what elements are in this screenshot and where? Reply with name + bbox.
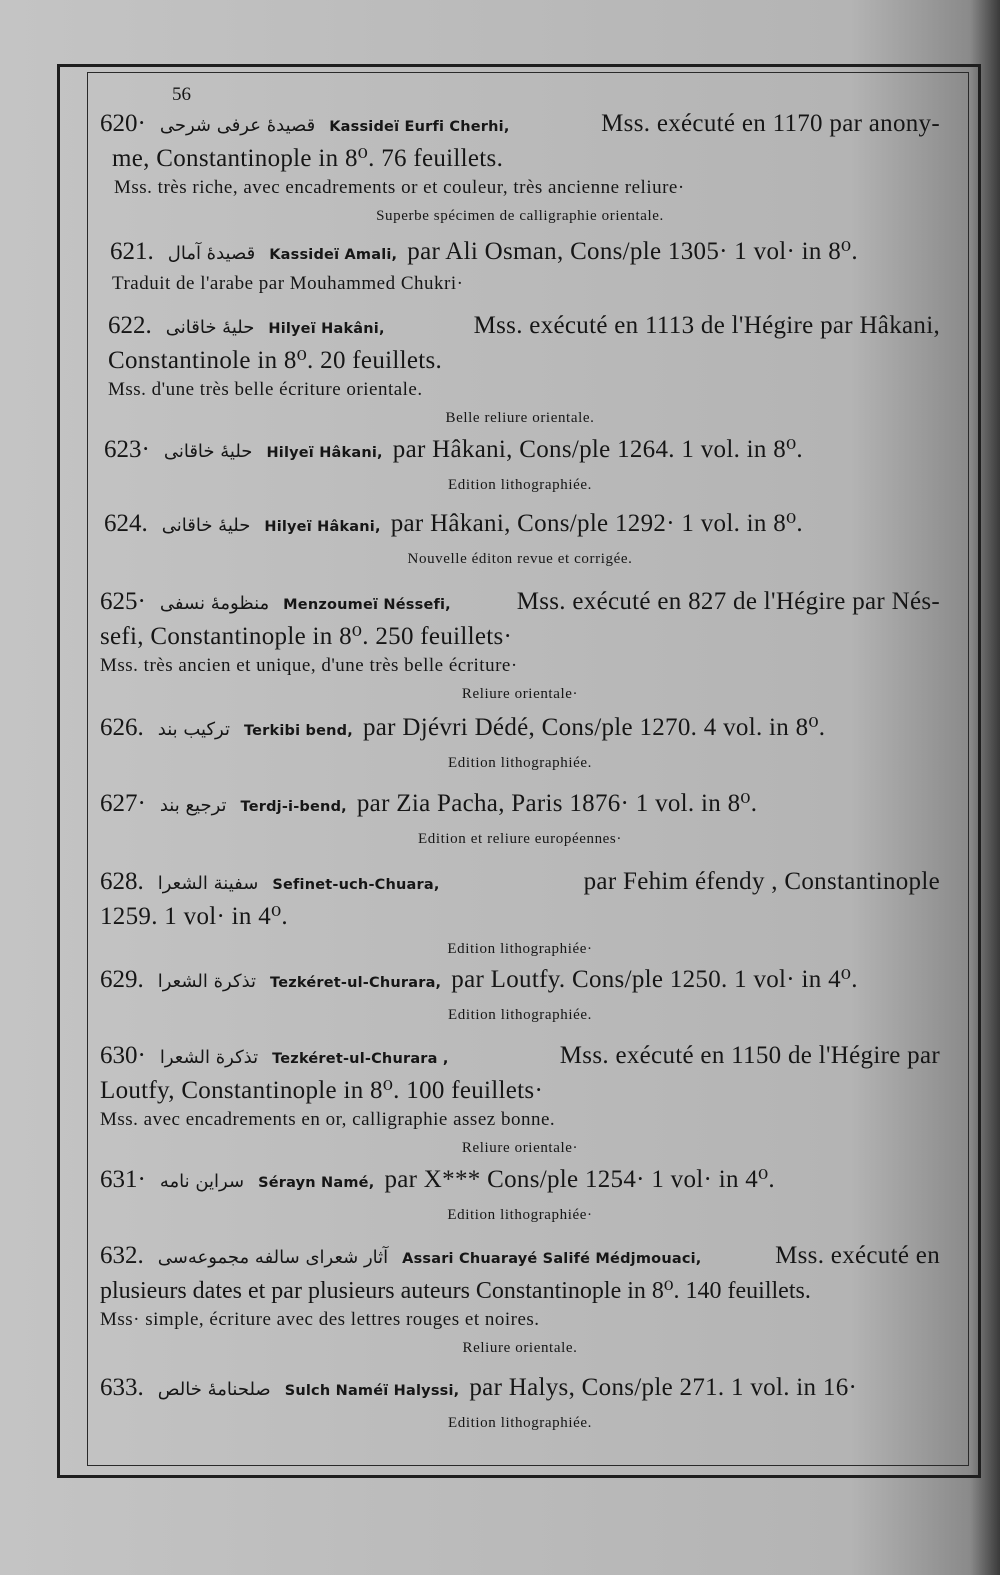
entry-text: Mss. exécuté en: [775, 1242, 940, 1269]
entry-text: Mss. exécuté en 827 de l'Hégire par Nés-: [516, 588, 940, 615]
entry-text: Mss. exécuté en 1113 de l'Hégire par Hâkani,: [473, 312, 940, 339]
entry-header: [100, 964, 940, 999]
entry-number: 629.: [100, 966, 144, 993]
catalog-entry-627: [100, 788, 940, 851]
entry-number: 620·: [100, 110, 146, 137]
entry-note: Superbe spécimen de calligraphie orientale.: [376, 208, 664, 224]
arabic-title: حلیهٔ خاقانی: [161, 515, 251, 536]
arabic-title: صلحنامهٔ خالص: [157, 1379, 271, 1400]
entry-number: 626.: [100, 714, 144, 741]
catalog-entry-626: [100, 712, 940, 775]
entry-header: [100, 712, 940, 747]
arabic-title: قصيدهٔ عرفی شرحی: [159, 115, 316, 136]
entry-description: Mss· simple, écriture avec des lettres rouges et noires.: [100, 1309, 540, 1330]
catalog-entry-620: [100, 108, 940, 228]
entry-header: [100, 866, 940, 901]
entry-number: 625·: [100, 588, 146, 615]
entry-description: Mss. très riche, avec encadrements or et couleur, très ancienne reliure·: [114, 177, 685, 198]
entry-number: 633.: [100, 1374, 144, 1401]
catalog-entry-631: [100, 1164, 940, 1227]
entry-note: Nouvelle éditon revue et corrigée.: [407, 551, 633, 567]
entry-note: Edition lithographiée.: [447, 1007, 592, 1023]
entry-continuation: Loutfy, Constantinople in 8⁰. 100 feuillets·: [100, 1077, 544, 1104]
entry-note: Reliure orientale.: [462, 1340, 578, 1356]
entry-text: par Hâkani, Cons/ple 1264. 1 vol. in 8⁰.: [392, 436, 803, 463]
entry-note: Belle reliure orientale.: [445, 410, 595, 426]
entry-header: [100, 236, 940, 271]
entry-header: [100, 108, 940, 143]
entry-number: 632.: [100, 1242, 144, 1269]
entry-number: 624.: [104, 510, 148, 537]
transliterated-title: Kassideï Amali,: [269, 247, 398, 263]
entry-header: [100, 1240, 940, 1275]
entry-text: par Loutfy. Cons/ple 1250. 1 vol· in 4⁰.: [451, 966, 858, 993]
transliterated-title: Terkibi bend,: [243, 723, 353, 739]
entry-header: [100, 1164, 940, 1199]
entry-text: par Djévri Dédé, Cons/ple 1270. 4 vol. in 8⁰.: [362, 714, 826, 741]
transliterated-title: Assari Chuarayé Salifé Médjmouaci,: [402, 1251, 702, 1267]
catalog-entry-623: [100, 434, 940, 497]
entry-description: Mss. très ancien et unique, d'une très belle écriture·: [100, 655, 518, 676]
page-number: 56: [172, 84, 191, 105]
catalog-entry-625: [100, 586, 940, 706]
entry-description: Mss. avec encadrements en or, calligraphie assez bonne.: [100, 1109, 556, 1130]
transliterated-title: Sulch Naméï Halyssi,: [284, 1383, 460, 1399]
arabic-title: تذکرة الشعرا: [159, 1047, 259, 1068]
transliterated-title: Sefinet-uch-Chuara,: [272, 877, 440, 893]
catalog-entry-628: [100, 866, 940, 961]
arabic-title: آثار شعرای سالفه مجموعه‌سی: [157, 1247, 389, 1268]
entry-text: Mss. exécuté en 1150 de l'Hégire par: [559, 1042, 940, 1069]
entry-text: par Ali Osman, Cons/ple 1305· 1 vol· in 8⁰.: [407, 238, 858, 265]
entry-note: Edition lithographiée.: [447, 755, 592, 771]
entry-note: Edition lithographiée.: [447, 477, 592, 493]
entry-text: par X*** Cons/ple 1254· 1 vol· in 4⁰.: [384, 1166, 775, 1193]
transliterated-title: Menzoumeï Néssefi,: [283, 597, 451, 613]
entry-text: par Hâkani, Cons/ple 1292· 1 vol. in 8⁰.: [390, 510, 803, 537]
entry-text: par Zia Pacha, Paris 1876· 1 vol. in 8⁰.: [356, 790, 758, 817]
entry-continuation: me, Constantinople in 8⁰. 76 feuillets.: [112, 145, 504, 172]
catalog-entry-629: [100, 964, 940, 1027]
entry-number: 627·: [100, 790, 146, 817]
arabic-title: سراین نامه: [159, 1171, 245, 1192]
catalog-entry-633: [100, 1372, 940, 1435]
entry-number: 621.: [110, 238, 154, 265]
arabic-title: سفینة الشعرا: [157, 873, 259, 894]
arabic-title: منظومهٔ نسفی: [159, 593, 270, 614]
arabic-title: حلیهٔ خاقانی: [165, 317, 255, 338]
arabic-title: تذکرة الشعرا: [157, 971, 257, 992]
entry-text: par Fehim éfendy , Constantinople: [583, 868, 940, 895]
entry-header: [100, 788, 940, 823]
catalog-entry-632: [100, 1240, 940, 1360]
arabic-title: ترجیع بند: [159, 795, 227, 816]
arabic-title: ترکیب بند: [157, 719, 230, 740]
entry-number: 623·: [104, 436, 150, 463]
transliterated-title: Kassideï Eurfi Cherhi,: [329, 119, 510, 135]
entry-note: Edition lithographiée.: [447, 1415, 592, 1431]
transliterated-title: Hilyeï Hâkani,: [266, 445, 383, 461]
entry-description: Mss. d'une très belle écriture orientale.: [108, 379, 423, 400]
entry-continuation: sefi, Constantinople in 8⁰. 250 feuillets·: [100, 623, 513, 650]
entry-header: [100, 310, 940, 345]
entry-continuation: plusieurs dates et par plusieurs auteurs Constantinople in 8⁰. 140 feuillets.: [100, 1278, 811, 1304]
transliterated-title: Terdj-i-bend,: [240, 799, 347, 815]
catalog-entry-621: [100, 236, 940, 296]
transliterated-title: Tezkéret-ul-Churara ,: [272, 1051, 449, 1067]
entry-text: par Halys, Cons/ple 271. 1 vol. in 16·: [469, 1374, 858, 1401]
entry-continuation: 1259. 1 vol· in 4⁰.: [100, 903, 288, 930]
entry-continuation: Constantinole in 8⁰. 20 feuillets.: [108, 347, 443, 374]
entry-number: 622.: [108, 312, 152, 339]
entry-note: Reliure orientale·: [461, 1140, 579, 1156]
transliterated-title: Hilyeï Hâkani,: [264, 519, 381, 535]
entry-number: 630·: [100, 1042, 146, 1069]
entry-header: [100, 508, 940, 543]
entry-note: Edition et reliure européennes·: [418, 831, 622, 847]
transliterated-title: Tezkéret-ul-Churara,: [270, 975, 442, 991]
catalog-entry-630: [100, 1040, 940, 1160]
entry-note: Edition lithographiée·: [447, 941, 593, 957]
entry-note: Reliure orientale·: [461, 686, 579, 702]
catalog-entry-624: [100, 508, 940, 571]
arabic-title: حلیهٔ خاقانی: [163, 441, 253, 462]
entry-continuation: Traduit de l'arabe par Mouhammed Chukri·: [112, 273, 464, 294]
transliterated-title: Sérayn Namé,: [258, 1175, 375, 1191]
entry-number: 631·: [100, 1166, 146, 1193]
catalog-entry-622: [100, 310, 940, 430]
entry-number: 628.: [100, 868, 144, 895]
entry-header: [100, 1040, 940, 1075]
entry-header: [100, 586, 940, 621]
entry-header: [100, 1372, 940, 1407]
transliterated-title: Hilyeï Hakâni,: [268, 321, 385, 337]
entry-text: Mss. exécuté en 1170 par anony-: [601, 110, 940, 137]
entry-note: Edition lithographiée·: [447, 1207, 593, 1223]
entry-header: [100, 434, 940, 469]
arabic-title: قصيدهٔ آمال: [167, 243, 256, 264]
